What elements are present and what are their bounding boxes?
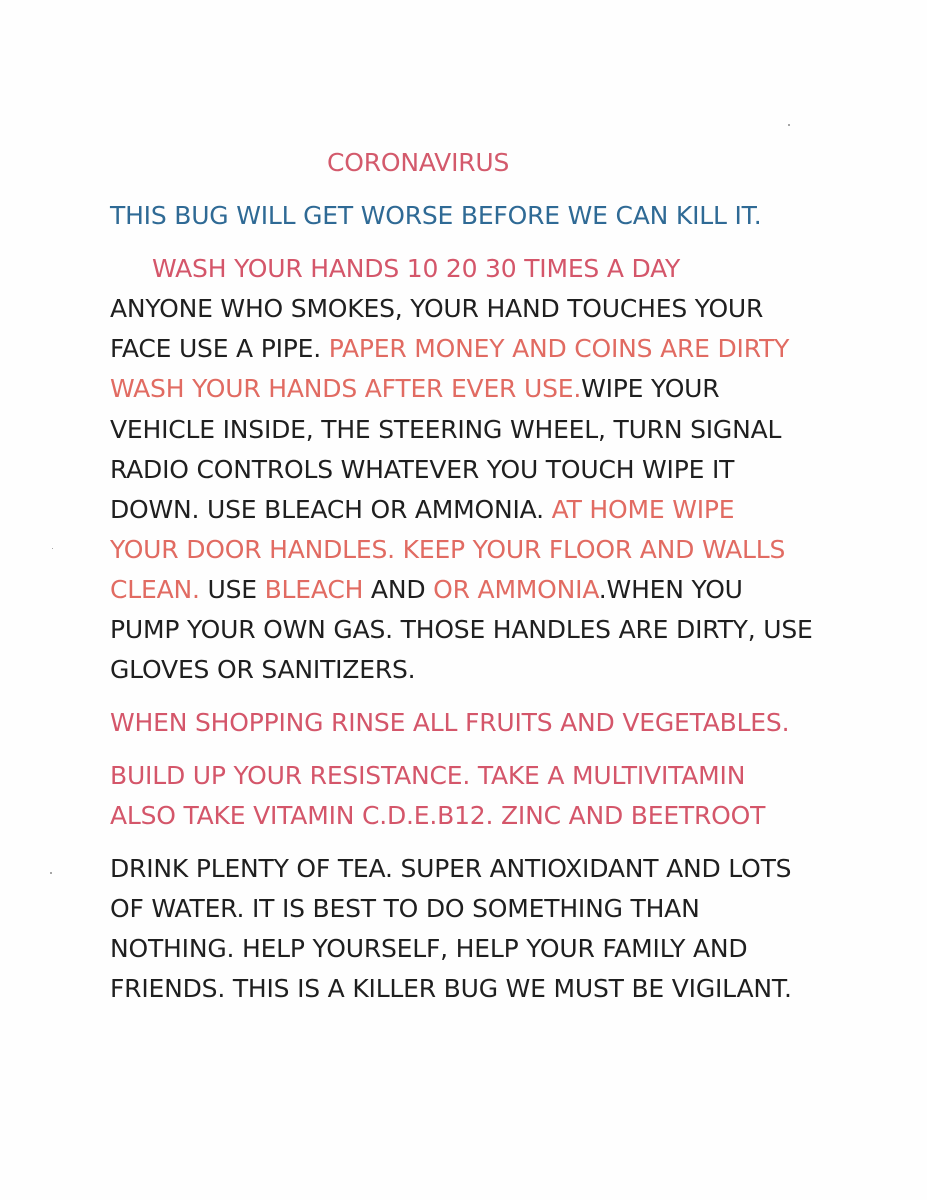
body-text: RADIO CONTROLS WHATEVER YOU TOUCH WIPE IT: [110, 455, 735, 484]
scan-speck: [50, 872, 52, 874]
highlight-text: PAPER MONEY AND COINS ARE DIRTY: [328, 334, 790, 363]
shopping-line: WHEN SHOPPING RINSE ALL FRUITS AND VEGETABLES.: [110, 708, 790, 737]
body-line-9: [110, 610, 813, 650]
scan-speck: [788, 124, 790, 126]
resistance-line-1: BUILD UP YOUR RESISTANCE. TAKE A MULTIVITAMIN: [110, 761, 746, 790]
body-line-8: [110, 570, 743, 610]
highlight-text: AT HOME WIPE: [551, 495, 735, 524]
highlight-text: YOUR DOOR HANDLES. KEEP YOUR FLOOR AND WALLS: [110, 535, 786, 564]
body-line-6: [110, 490, 734, 530]
body-text: VEHICLE INSIDE, THE STEERING WHEEL, TURN SIGNAL: [110, 415, 782, 444]
body-line-4: [110, 410, 781, 450]
body-text: DOWN. USE BLEACH OR AMMONIA.: [110, 495, 552, 524]
body-line-10: [110, 650, 415, 690]
warning-line: THIS BUG WILL GET WORSE BEFORE WE CAN KILL IT.: [110, 201, 762, 230]
highlight-text: OR AMMONIA: [433, 575, 599, 604]
body-line-5: [110, 450, 734, 490]
body-text: WIPE YOUR: [581, 374, 720, 403]
body-text: GLOVES OR SANITIZERS.: [110, 655, 416, 684]
closing-line-4: FRIENDS. THIS IS A KILLER BUG WE MUST BE VIGILANT.: [110, 974, 792, 1003]
body-line-2: [110, 329, 789, 369]
highlight-text: WASH YOUR HANDS AFTER EVER USE.: [110, 374, 582, 403]
body-line-1: [110, 289, 763, 329]
closing-line-3: NOTHING. HELP YOURSELF, HELP YOUR FAMILY AND: [110, 934, 748, 963]
body-text: PUMP YOUR OWN GAS. THOSE HANDLES ARE DIRTY, USE: [110, 615, 813, 644]
wash-hands-line: WASH YOUR HANDS 10 20 30 TIMES A DAY: [152, 254, 681, 283]
highlight-text: BLEACH: [264, 575, 364, 604]
highlight-text: CLEAN.: [110, 575, 200, 604]
body-text: USE: [199, 575, 265, 604]
page-title: CORONAVIRUS: [327, 148, 510, 177]
body-text: .WHEN YOU: [598, 575, 743, 604]
resistance-line-2: ALSO TAKE VITAMIN C.D.E.B12. ZINC AND BEETROOT: [110, 801, 766, 830]
scan-speck: [52, 548, 53, 549]
body-text: ANYONE WHO SMOKES, YOUR HAND TOUCHES YOUR: [110, 294, 764, 323]
body-text: FACE USE A PIPE.: [110, 334, 329, 363]
body-line-7: [110, 530, 785, 570]
body-text: AND: [363, 575, 434, 604]
body-line-3: [110, 369, 719, 409]
closing-line-1: DRINK PLENTY OF TEA. SUPER ANTIOXIDANT AND LOTS: [110, 854, 792, 883]
closing-line-2: OF WATER. IT IS BEST TO DO SOMETHING THAN: [110, 894, 700, 923]
